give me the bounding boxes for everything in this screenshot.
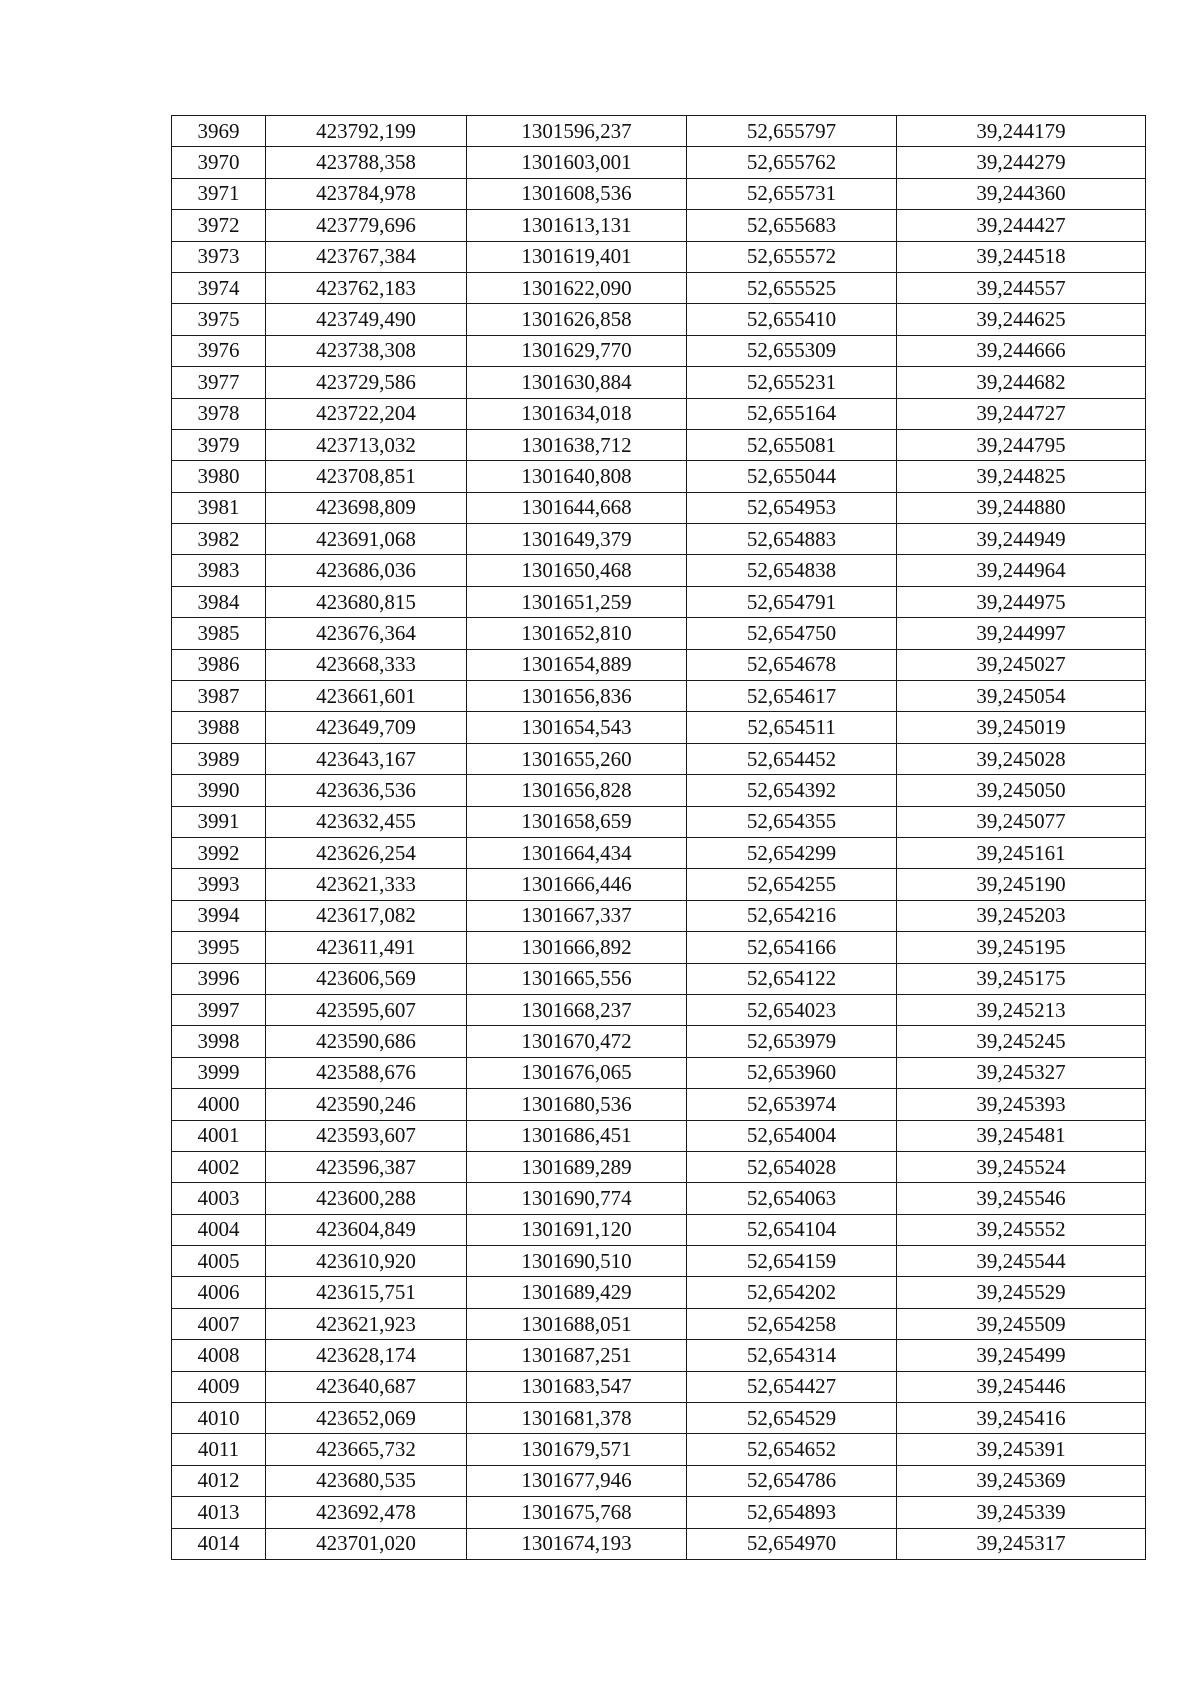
table-row: [172, 1057, 1146, 1088]
x-coordinate-cell: 423779,696: [266, 210, 467, 241]
point-number-cell: 3998: [172, 1026, 266, 1057]
latitude-cell: 52,654258: [687, 1308, 897, 1339]
coordinates-table-body: [172, 116, 1146, 1560]
y-coordinate-cell: 1301654,543: [467, 712, 687, 743]
point-number-cell: 3982: [172, 524, 266, 555]
point-number-cell: 3986: [172, 649, 266, 680]
table-row: [172, 147, 1146, 178]
table-row: [172, 429, 1146, 460]
point-number-cell: 4010: [172, 1403, 266, 1434]
table-row: [172, 1246, 1146, 1277]
table-row: [172, 1026, 1146, 1057]
longitude-cell: 39,244518: [897, 241, 1146, 272]
latitude-cell: 52,654028: [687, 1151, 897, 1182]
y-coordinate-cell: 1301651,259: [467, 586, 687, 617]
longitude-cell: 39,245544: [897, 1246, 1146, 1277]
y-coordinate-cell: 1301654,889: [467, 649, 687, 680]
table-row: [172, 272, 1146, 303]
point-number-cell: 3989: [172, 743, 266, 774]
x-coordinate-cell: 423643,167: [266, 743, 467, 774]
latitude-cell: 52,655762: [687, 147, 897, 178]
x-coordinate-cell: 423610,920: [266, 1246, 467, 1277]
y-coordinate-cell: 1301674,193: [467, 1528, 687, 1559]
y-coordinate-cell: 1301679,571: [467, 1434, 687, 1465]
latitude-cell: 52,654617: [687, 681, 897, 712]
table-row: [172, 618, 1146, 649]
x-coordinate-cell: 423698,809: [266, 492, 467, 523]
longitude-cell: 39,245327: [897, 1057, 1146, 1088]
point-number-cell: 3992: [172, 837, 266, 868]
x-coordinate-cell: 423600,288: [266, 1183, 467, 1214]
latitude-cell: 52,654355: [687, 806, 897, 837]
latitude-cell: 52,654314: [687, 1340, 897, 1371]
longitude-cell: 39,245028: [897, 743, 1146, 774]
y-coordinate-cell: 1301619,401: [467, 241, 687, 272]
point-number-cell: 4009: [172, 1371, 266, 1402]
longitude-cell: 39,245509: [897, 1308, 1146, 1339]
y-coordinate-cell: 1301686,451: [467, 1120, 687, 1151]
y-coordinate-cell: 1301630,884: [467, 367, 687, 398]
point-number-cell: 3977: [172, 367, 266, 398]
y-coordinate-cell: 1301649,379: [467, 524, 687, 555]
x-coordinate-cell: 423708,851: [266, 461, 467, 492]
latitude-cell: 52,654202: [687, 1277, 897, 1308]
latitude-cell: 52,654838: [687, 555, 897, 586]
table-row: [172, 1403, 1146, 1434]
x-coordinate-cell: 423691,068: [266, 524, 467, 555]
latitude-cell: 52,654529: [687, 1403, 897, 1434]
x-coordinate-cell: 423792,199: [266, 116, 467, 147]
y-coordinate-cell: 1301687,251: [467, 1340, 687, 1371]
latitude-cell: 52,654511: [687, 712, 897, 743]
y-coordinate-cell: 1301622,090: [467, 272, 687, 303]
latitude-cell: 52,654893: [687, 1497, 897, 1528]
y-coordinate-cell: 1301666,446: [467, 869, 687, 900]
point-number-cell: 3995: [172, 932, 266, 963]
y-coordinate-cell: 1301640,808: [467, 461, 687, 492]
longitude-cell: 39,245546: [897, 1183, 1146, 1214]
latitude-cell: 52,655731: [687, 178, 897, 209]
point-number-cell: 4001: [172, 1120, 266, 1151]
longitude-cell: 39,244179: [897, 116, 1146, 147]
x-coordinate-cell: 423738,308: [266, 335, 467, 366]
x-coordinate-cell: 423686,036: [266, 555, 467, 586]
table-row: [172, 1277, 1146, 1308]
y-coordinate-cell: 1301613,131: [467, 210, 687, 241]
latitude-cell: 52,654299: [687, 837, 897, 868]
latitude-cell: 52,654750: [687, 618, 897, 649]
y-coordinate-cell: 1301629,770: [467, 335, 687, 366]
x-coordinate-cell: 423722,204: [266, 398, 467, 429]
table-row: [172, 869, 1146, 900]
longitude-cell: 39,245393: [897, 1089, 1146, 1120]
y-coordinate-cell: 1301691,120: [467, 1214, 687, 1245]
latitude-cell: 52,655410: [687, 304, 897, 335]
x-coordinate-cell: 423665,732: [266, 1434, 467, 1465]
x-coordinate-cell: 423615,751: [266, 1277, 467, 1308]
y-coordinate-cell: 1301683,547: [467, 1371, 687, 1402]
longitude-cell: 39,245391: [897, 1434, 1146, 1465]
y-coordinate-cell: 1301689,429: [467, 1277, 687, 1308]
point-number-cell: 3971: [172, 178, 266, 209]
x-coordinate-cell: 423621,333: [266, 869, 467, 900]
longitude-cell: 39,244825: [897, 461, 1146, 492]
longitude-cell: 39,245499: [897, 1340, 1146, 1371]
point-number-cell: 4012: [172, 1465, 266, 1496]
x-coordinate-cell: 423652,069: [266, 1403, 467, 1434]
x-coordinate-cell: 423621,923: [266, 1308, 467, 1339]
table-row: [172, 492, 1146, 523]
latitude-cell: 52,654678: [687, 649, 897, 680]
point-number-cell: 3990: [172, 775, 266, 806]
longitude-cell: 39,245529: [897, 1277, 1146, 1308]
y-coordinate-cell: 1301656,828: [467, 775, 687, 806]
y-coordinate-cell: 1301626,858: [467, 304, 687, 335]
table-row: [172, 524, 1146, 555]
latitude-cell: 52,653960: [687, 1057, 897, 1088]
longitude-cell: 39,244880: [897, 492, 1146, 523]
point-number-cell: 4004: [172, 1214, 266, 1245]
table-row: [172, 932, 1146, 963]
latitude-cell: 52,654104: [687, 1214, 897, 1245]
point-number-cell: 3970: [172, 147, 266, 178]
y-coordinate-cell: 1301675,768: [467, 1497, 687, 1528]
point-number-cell: 4008: [172, 1340, 266, 1371]
x-coordinate-cell: 423692,478: [266, 1497, 467, 1528]
longitude-cell: 39,244795: [897, 429, 1146, 460]
latitude-cell: 52,655683: [687, 210, 897, 241]
latitude-cell: 52,654122: [687, 963, 897, 994]
latitude-cell: 52,654970: [687, 1528, 897, 1559]
table-row: [172, 555, 1146, 586]
longitude-cell: 39,245050: [897, 775, 1146, 806]
point-number-cell: 3980: [172, 461, 266, 492]
longitude-cell: 39,245339: [897, 1497, 1146, 1528]
latitude-cell: 52,654786: [687, 1465, 897, 1496]
latitude-cell: 52,655572: [687, 241, 897, 272]
table-row: [172, 1528, 1146, 1559]
table-row: [172, 367, 1146, 398]
x-coordinate-cell: 423649,709: [266, 712, 467, 743]
latitude-cell: 52,655044: [687, 461, 897, 492]
point-number-cell: 4011: [172, 1434, 266, 1465]
y-coordinate-cell: 1301596,237: [467, 116, 687, 147]
longitude-cell: 39,244427: [897, 210, 1146, 241]
longitude-cell: 39,244682: [897, 367, 1146, 398]
y-coordinate-cell: 1301650,468: [467, 555, 687, 586]
table-row: [172, 806, 1146, 837]
latitude-cell: 52,654216: [687, 900, 897, 931]
table-row: [172, 681, 1146, 712]
table-row: [172, 241, 1146, 272]
point-number-cell: 3979: [172, 429, 266, 460]
y-coordinate-cell: 1301665,556: [467, 963, 687, 994]
point-number-cell: 3969: [172, 116, 266, 147]
y-coordinate-cell: 1301670,472: [467, 1026, 687, 1057]
x-coordinate-cell: 423767,384: [266, 241, 467, 272]
point-number-cell: 4003: [172, 1183, 266, 1214]
longitude-cell: 39,245175: [897, 963, 1146, 994]
longitude-cell: 39,245552: [897, 1214, 1146, 1245]
point-number-cell: 3999: [172, 1057, 266, 1088]
latitude-cell: 52,654452: [687, 743, 897, 774]
point-number-cell: 4013: [172, 1497, 266, 1528]
y-coordinate-cell: 1301634,018: [467, 398, 687, 429]
x-coordinate-cell: 423632,455: [266, 806, 467, 837]
longitude-cell: 39,245446: [897, 1371, 1146, 1402]
y-coordinate-cell: 1301690,774: [467, 1183, 687, 1214]
x-coordinate-cell: 423788,358: [266, 147, 467, 178]
table-row: [172, 304, 1146, 335]
y-coordinate-cell: 1301689,289: [467, 1151, 687, 1182]
point-number-cell: 3972: [172, 210, 266, 241]
table-row: [172, 178, 1146, 209]
longitude-cell: 39,244666: [897, 335, 1146, 366]
y-coordinate-cell: 1301690,510: [467, 1246, 687, 1277]
latitude-cell: 52,655797: [687, 116, 897, 147]
table-row: [172, 743, 1146, 774]
table-row: [172, 1214, 1146, 1245]
table-row: [172, 586, 1146, 617]
longitude-cell: 39,245190: [897, 869, 1146, 900]
longitude-cell: 39,245481: [897, 1120, 1146, 1151]
longitude-cell: 39,245161: [897, 837, 1146, 868]
x-coordinate-cell: 423784,978: [266, 178, 467, 209]
table-row: [172, 1497, 1146, 1528]
longitude-cell: 39,245245: [897, 1026, 1146, 1057]
x-coordinate-cell: 423762,183: [266, 272, 467, 303]
table-row: [172, 116, 1146, 147]
point-number-cell: 4005: [172, 1246, 266, 1277]
y-coordinate-cell: 1301644,668: [467, 492, 687, 523]
y-coordinate-cell: 1301638,712: [467, 429, 687, 460]
longitude-cell: 39,245369: [897, 1465, 1146, 1496]
x-coordinate-cell: 423729,586: [266, 367, 467, 398]
point-number-cell: 3974: [172, 272, 266, 303]
point-number-cell: 3973: [172, 241, 266, 272]
y-coordinate-cell: 1301664,434: [467, 837, 687, 868]
table-row: [172, 837, 1146, 868]
y-coordinate-cell: 1301680,536: [467, 1089, 687, 1120]
point-number-cell: 3988: [172, 712, 266, 743]
point-number-cell: 3976: [172, 335, 266, 366]
y-coordinate-cell: 1301652,810: [467, 618, 687, 649]
y-coordinate-cell: 1301688,051: [467, 1308, 687, 1339]
x-coordinate-cell: 423628,174: [266, 1340, 467, 1371]
latitude-cell: 52,654159: [687, 1246, 897, 1277]
longitude-cell: 39,244964: [897, 555, 1146, 586]
latitude-cell: 52,654166: [687, 932, 897, 963]
longitude-cell: 39,245317: [897, 1528, 1146, 1559]
y-coordinate-cell: 1301608,536: [467, 178, 687, 209]
table-row: [172, 1371, 1146, 1402]
table-row: [172, 461, 1146, 492]
y-coordinate-cell: 1301667,337: [467, 900, 687, 931]
x-coordinate-cell: 423640,687: [266, 1371, 467, 1402]
table-row: [172, 1340, 1146, 1371]
point-number-cell: 4007: [172, 1308, 266, 1339]
table-row: [172, 335, 1146, 366]
x-coordinate-cell: 423593,607: [266, 1120, 467, 1151]
x-coordinate-cell: 423588,676: [266, 1057, 467, 1088]
table-row: [172, 994, 1146, 1025]
longitude-cell: 39,245416: [897, 1403, 1146, 1434]
x-coordinate-cell: 423590,686: [266, 1026, 467, 1057]
longitude-cell: 39,244360: [897, 178, 1146, 209]
longitude-cell: 39,245203: [897, 900, 1146, 931]
y-coordinate-cell: 1301603,001: [467, 147, 687, 178]
table-row: [172, 1120, 1146, 1151]
table-row: [172, 1465, 1146, 1496]
x-coordinate-cell: 423668,333: [266, 649, 467, 680]
point-number-cell: 3994: [172, 900, 266, 931]
latitude-cell: 52,654004: [687, 1120, 897, 1151]
latitude-cell: 52,655081: [687, 429, 897, 460]
point-number-cell: 3996: [172, 963, 266, 994]
longitude-cell: 39,244975: [897, 586, 1146, 617]
longitude-cell: 39,245019: [897, 712, 1146, 743]
x-coordinate-cell: 423604,849: [266, 1214, 467, 1245]
table-row: [172, 963, 1146, 994]
y-coordinate-cell: 1301656,836: [467, 681, 687, 712]
point-number-cell: 3983: [172, 555, 266, 586]
longitude-cell: 39,244279: [897, 147, 1146, 178]
latitude-cell: 52,654883: [687, 524, 897, 555]
table-row: [172, 900, 1146, 931]
longitude-cell: 39,245027: [897, 649, 1146, 680]
x-coordinate-cell: 423626,254: [266, 837, 467, 868]
latitude-cell: 52,654791: [687, 586, 897, 617]
latitude-cell: 52,654255: [687, 869, 897, 900]
table-row: [172, 210, 1146, 241]
table-row: [172, 1151, 1146, 1182]
latitude-cell: 52,655164: [687, 398, 897, 429]
table-row: [172, 1308, 1146, 1339]
point-number-cell: 3981: [172, 492, 266, 523]
point-number-cell: 3991: [172, 806, 266, 837]
y-coordinate-cell: 1301668,237: [467, 994, 687, 1025]
y-coordinate-cell: 1301658,659: [467, 806, 687, 837]
table-row: [172, 712, 1146, 743]
x-coordinate-cell: 423680,815: [266, 586, 467, 617]
x-coordinate-cell: 423636,536: [266, 775, 467, 806]
y-coordinate-cell: 1301677,946: [467, 1465, 687, 1496]
longitude-cell: 39,245077: [897, 806, 1146, 837]
y-coordinate-cell: 1301676,065: [467, 1057, 687, 1088]
x-coordinate-cell: 423595,607: [266, 994, 467, 1025]
x-coordinate-cell: 423596,387: [266, 1151, 467, 1182]
table-row: [172, 649, 1146, 680]
point-number-cell: 3975: [172, 304, 266, 335]
longitude-cell: 39,245195: [897, 932, 1146, 963]
x-coordinate-cell: 423676,364: [266, 618, 467, 649]
latitude-cell: 52,655231: [687, 367, 897, 398]
longitude-cell: 39,245213: [897, 994, 1146, 1025]
y-coordinate-cell: 1301655,260: [467, 743, 687, 774]
x-coordinate-cell: 423713,032: [266, 429, 467, 460]
longitude-cell: 39,245524: [897, 1151, 1146, 1182]
x-coordinate-cell: 423590,246: [266, 1089, 467, 1120]
latitude-cell: 52,655525: [687, 272, 897, 303]
point-number-cell: 3978: [172, 398, 266, 429]
longitude-cell: 39,244557: [897, 272, 1146, 303]
point-number-cell: 3993: [172, 869, 266, 900]
x-coordinate-cell: 423701,020: [266, 1528, 467, 1559]
latitude-cell: 52,653979: [687, 1026, 897, 1057]
latitude-cell: 52,654023: [687, 994, 897, 1025]
x-coordinate-cell: 423617,082: [266, 900, 467, 931]
x-coordinate-cell: 423661,601: [266, 681, 467, 712]
table-row: [172, 775, 1146, 806]
x-coordinate-cell: 423749,490: [266, 304, 467, 335]
y-coordinate-cell: 1301666,892: [467, 932, 687, 963]
latitude-cell: 52,655309: [687, 335, 897, 366]
point-number-cell: 3997: [172, 994, 266, 1025]
latitude-cell: 52,654953: [687, 492, 897, 523]
point-number-cell: 3985: [172, 618, 266, 649]
longitude-cell: 39,244727: [897, 398, 1146, 429]
latitude-cell: 52,654392: [687, 775, 897, 806]
point-number-cell: 3987: [172, 681, 266, 712]
table-row: [172, 1183, 1146, 1214]
latitude-cell: 52,654427: [687, 1371, 897, 1402]
point-number-cell: 4002: [172, 1151, 266, 1182]
longitude-cell: 39,245054: [897, 681, 1146, 712]
x-coordinate-cell: 423680,535: [266, 1465, 467, 1496]
table-row: [172, 398, 1146, 429]
longitude-cell: 39,244997: [897, 618, 1146, 649]
latitude-cell: 52,653974: [687, 1089, 897, 1120]
point-number-cell: 4014: [172, 1528, 266, 1559]
x-coordinate-cell: 423611,491: [266, 932, 467, 963]
latitude-cell: 52,654063: [687, 1183, 897, 1214]
y-coordinate-cell: 1301681,378: [467, 1403, 687, 1434]
longitude-cell: 39,244625: [897, 304, 1146, 335]
table-row: [172, 1434, 1146, 1465]
point-number-cell: 4006: [172, 1277, 266, 1308]
latitude-cell: 52,654652: [687, 1434, 897, 1465]
table-row: [172, 1089, 1146, 1120]
point-number-cell: 4000: [172, 1089, 266, 1120]
coordinates-table: [171, 115, 1146, 1560]
longitude-cell: 39,244949: [897, 524, 1146, 555]
point-number-cell: 3984: [172, 586, 266, 617]
x-coordinate-cell: 423606,569: [266, 963, 467, 994]
